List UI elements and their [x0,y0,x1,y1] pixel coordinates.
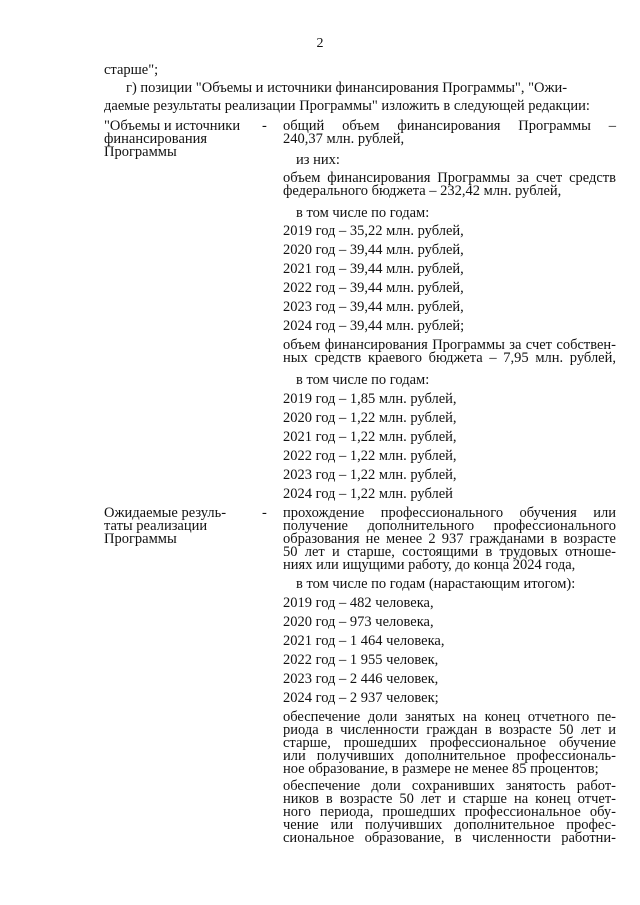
people-year-2019: 2019 год – 482 человека, [283,595,434,611]
retained-share-line: чение или получивших дополнительное профес- [283,817,616,833]
regional-year-2021: 2021 год – 1,22 млн. рублей, [283,429,457,445]
federal-year-2019: 2019 год – 35,22 млн. рублей, [283,223,464,239]
section2-label-line: таты реализации [104,518,208,534]
federal-funding-line: федерального бюджета – 232,42 млн. рублей, [283,183,562,199]
section1-label-line: финансирования [104,131,208,147]
employed-share-line: или получивших дополнительное профессиональ- [283,748,616,764]
cumulative-by-years-label: в том числе по годам (нарастающим итогом): [296,576,576,592]
retained-share-line: ников в возрасте 50 лет и старше на конец отчет- [283,791,616,807]
training-paragraph [283,507,616,572]
regional-year-2019: 2019 год – 1,85 млн. рублей, [283,391,457,407]
training-line: прохождение профессионального обучения или [283,505,616,521]
people-year-2023: 2023 год – 2 446 человек, [283,671,439,687]
regional-funding-line: объем финансирования Программы за счет собствен- [283,337,616,353]
regional-year-2022: 2022 год – 1,22 млн. рублей, [283,448,457,464]
federal-year-2020: 2020 год – 39,44 млн. рублей, [283,242,464,258]
section1-total-line: 240,37 млн. рублей, [283,131,405,147]
employed-share-paragraph [283,711,616,776]
training-line: образования не менее 2 937 гражданами в возрасте [283,531,616,547]
people-year-2020: 2020 год – 973 человека, [283,614,434,630]
of-them-label: из них: [296,152,340,168]
federal-by-years-label: в том числе по годам: [296,205,430,221]
intro-line-1: старше"; [104,62,159,78]
federal-year-2022: 2022 год – 39,44 млн. рублей, [283,280,464,296]
section1-total [283,120,616,146]
people-year-2022: 2022 год – 1 955 человек, [283,652,439,668]
employed-share-line: ное образование, в размере не менее 85 процентов; [283,761,599,777]
training-line: 50 лет и старше, состоящими в трудовых отноше- [283,544,616,560]
retained-share-line: ного периода, прошедших профессиональное обу- [283,804,616,820]
retained-share-line: сиональное образование, в численности работни- [283,830,616,846]
federal-funding [283,172,616,198]
section1-label [104,120,254,159]
page-number: 2 [316,36,324,51]
regional-year-2020: 2020 год – 1,22 млн. рублей, [283,410,457,426]
regional-year-2023: 2023 год – 1,22 млн. рублей, [283,467,457,483]
intro-line-3: даемые результаты реализации Программы" изложить в следующей редакции: [104,98,590,114]
employed-share-line: обеспечение доли занятых на конец отчетного пе- [283,709,616,725]
retained-share-line: обеспечение доли сохранивших занятость работ- [283,778,616,794]
section1-dash: - [262,118,267,134]
regional-by-years-label: в том числе по годам: [296,372,430,388]
federal-year-2024: 2024 год – 39,44 млн. рублей; [283,318,465,334]
retained-share-paragraph [283,780,616,845]
regional-funding-line: ных средств краевого бюджета – 7,95 млн. рублей, [283,350,616,366]
federal-year-2021: 2021 год – 39,44 млн. рублей, [283,261,464,277]
federal-year-2023: 2023 год – 39,44 млн. рублей, [283,299,464,315]
regional-year-2024: 2024 год – 1,22 млн. рублей [283,486,453,502]
regional-funding [283,339,616,365]
section2-label-line: Ожидаемые резуль- [104,505,227,521]
people-year-2021: 2021 год – 1 464 человека, [283,633,445,649]
people-year-2024: 2024 год – 2 937 человек; [283,690,439,706]
training-line: получение дополнительного профессионального [283,518,616,534]
section2-label-line: Программы [104,531,177,547]
intro-line-2: г) позиции "Объемы и источники финансирования Программы", "Ожи- [126,80,568,96]
employed-share-line: риода в численности граждан в возрасте 50 лет и [283,722,616,738]
section1-label-line: Программы [104,144,177,160]
section2-label [104,507,254,546]
training-line: ниях или ищущими работу, до конца 2024 года, [283,557,576,573]
section2-dash: - [262,505,267,521]
section1-total-line: общий объем финансирования Программы – [283,118,616,134]
federal-funding-line: объем финансирования Программы за счет средств [283,170,616,186]
section1-label-line: "Объемы и источники [104,118,241,134]
employed-share-line: старше, прошедших профессиональное обучение [283,735,616,751]
